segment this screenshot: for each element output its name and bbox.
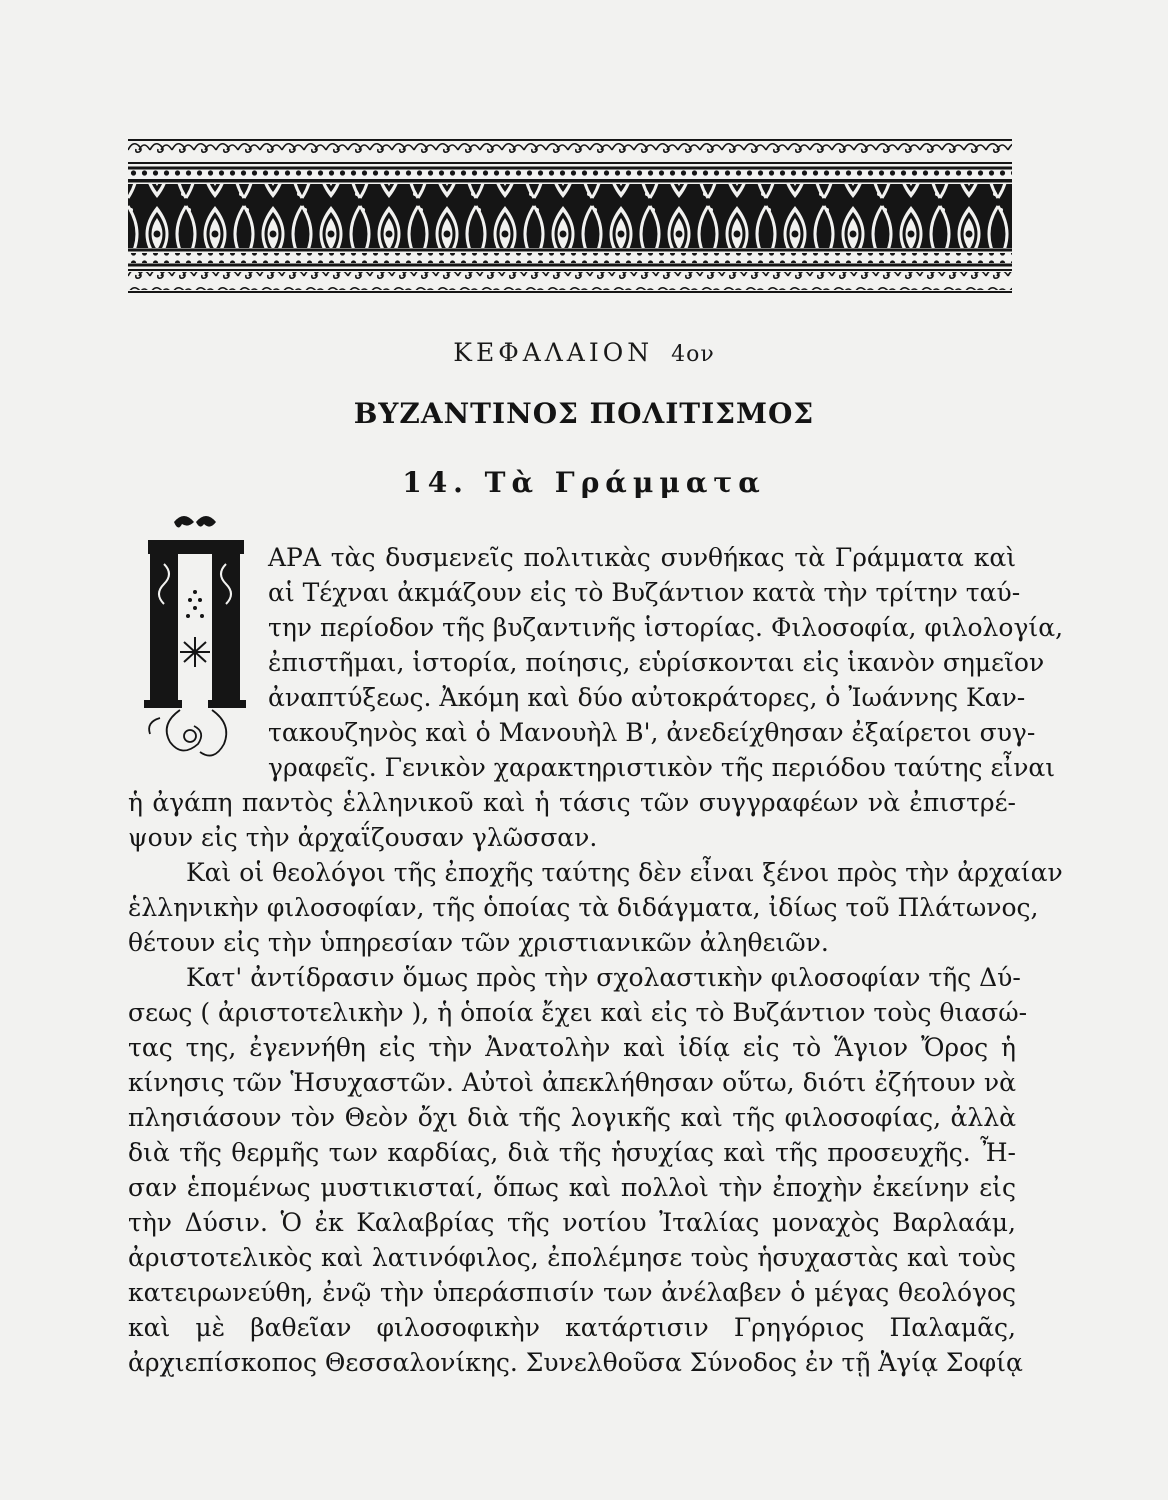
paragraph-1-line: ἐπιστῆμαι, ἱστορία, ποίησις, εὑρίσκονται εἰς ἱκανὸν σημεῖον bbox=[268, 648, 1045, 677]
paragraph-2-line: ἑλληνικὴν φιλοσοφίαν, τῆς ὁποίας τὰ διδάγματα, ἰδίως τοῦ Πλάτωνος, bbox=[128, 893, 1039, 922]
chapter-number: 4ον bbox=[671, 342, 715, 367]
paragraph-3-line: πλησιάσουν τὸν Θεὸν ὄχι διὰ τῆς λογικῆς καὶ τῆς φιλοσοφίας, ἀλλὰ bbox=[128, 1103, 1016, 1132]
paragraph-3-line: ἀρχιεπίσκοπος Θεσσαλονίκης. Συνελθοῦσα Σύνοδος ἐν τῇ Ἁγίᾳ Σοφίᾳ bbox=[128, 1348, 1023, 1377]
paragraph-1-line: ἡ ἀγάπη παντὸς ἑλληνικοῦ καὶ ἡ τάσις τῶν συγγραφέων νὰ ἐπιστρέ- bbox=[128, 788, 1016, 817]
paragraph-1-line: ΑΡΑ τὰς δυσμενεῖς πολιτικὰς συνθήκας τὰ Γράμματα καὶ bbox=[268, 543, 1016, 572]
paragraph-3-line: κατειρωνεύθη, ἐνῷ τὴν ὑπεράσπισίν των ἀνέλαβεν ὁ μέγας θεολόγος bbox=[128, 1278, 1016, 1307]
paragraph-2-line: θέτουν εἰς τὴν ὑπηρεσίαν τῶν χριστιανικῶν ἀληθειῶν. bbox=[128, 928, 829, 957]
paragraph-2-line: Καὶ οἱ θεολόγοι τῆς ἐποχῆς ταύτης δὲν εἶναι ξένοι πρὸς τὴν ἀρχαίαν bbox=[186, 858, 1063, 887]
paragraph-3-line: τας της, ἐγεννήθη εἰς τὴν Ἀνατολὴν καὶ ἰδίᾳ εἰς τὸ Ἅγιον Ὄρος ἡ bbox=[128, 1033, 1016, 1062]
paragraph-1-line: την περίοδον τῆς βυζαντινῆς ἱστορίας. Φιλοσοφία, φιλολογία, bbox=[268, 613, 1064, 642]
paragraph-3-line: ἀριστοτελικὸς καὶ λατινόφιλος, ἐπολέμησε τοὺς ἡσυχαστὰς καὶ τοὺς bbox=[128, 1243, 1016, 1272]
paragraph-1-line: τακουζηνὸς καὶ ὁ Μανουὴλ Β', ἀνεδείχθησαν ἐξαίρετοι συγ- bbox=[268, 718, 1036, 747]
paragraph-1-line: ἀναπτύξεως. Ἀκόμη καὶ δύο αὐτοκράτορες, ὁ Ἰωάννης Καν- bbox=[268, 683, 1026, 712]
paragraph-3-line: σεως ( ἀριστοτελικὴν ), ἡ ὁποία ἔχει καὶ εἰς τὸ Βυζάντιον τοὺς θιασώ- bbox=[128, 998, 1028, 1027]
paragraph-3-line: κίνησις τῶν Ἡσυχαστῶν. Αὐτοὶ ἀπεκλήθησαν οὕτω, διότι ἐζήτουν νὰ bbox=[128, 1068, 1016, 1097]
chapter-label: ΚΕΦΑΛΑΙΟΝ bbox=[453, 338, 654, 367]
ornamental-border bbox=[128, 138, 1012, 296]
chapter-heading bbox=[0, 338, 1168, 367]
paragraph-1-line: ψουν εἰς τὴν ἀρχαΐζουσαν γλῶσσαν. bbox=[128, 823, 598, 852]
decorated-initial bbox=[140, 512, 250, 770]
section-title: 14. Τὰ Γράμματα bbox=[402, 466, 766, 499]
paragraph-3-line: τὴν Δύσιν. Ὁ ἐκ Καλαβρίας τῆς νοτίου Ἰταλίας μοναχὸς Βαρλαάμ, bbox=[128, 1208, 1016, 1237]
part-title: ΒΥΖΑΝΤΙΝΟΣ ΠΟΛΙΤΙΣΜΟΣ bbox=[353, 397, 815, 430]
paragraph-3-line: καὶ μὲ βαθεῖαν φιλοσοφικὴν κατάρτισιν Γρηγόριος Παλαμᾶς, bbox=[128, 1313, 1016, 1342]
paragraph-1-line: γραφεῖς. Γενικὸν χαρακτηριστικὸν τῆς περιόδου ταύτης εἶναι bbox=[268, 753, 1056, 782]
paragraph-3-line: σαν ἑπομένως μυστικισταί, ὅπως καὶ πολλοὶ τὴν ἐποχὴν ἐκείνην εἰς bbox=[128, 1173, 1016, 1202]
paragraph-1-line: αἱ Τέχναι ἀκμάζουν εἰς τὸ Βυζάντιον κατὰ τὴν τρίτην ταύ- bbox=[268, 578, 1021, 607]
paragraph-3-line: Κατ' ἀντίδρασιν ὅμως πρὸς τὴν σχολαστικὴν φιλοσοφίαν τῆς Δύ- bbox=[186, 963, 1021, 992]
paragraph-3-line: διὰ τῆς θερμῆς των καρδίας, διὰ τῆς ἡσυχίας καὶ τῆς προσευχῆς. Ἦ- bbox=[128, 1138, 1016, 1167]
